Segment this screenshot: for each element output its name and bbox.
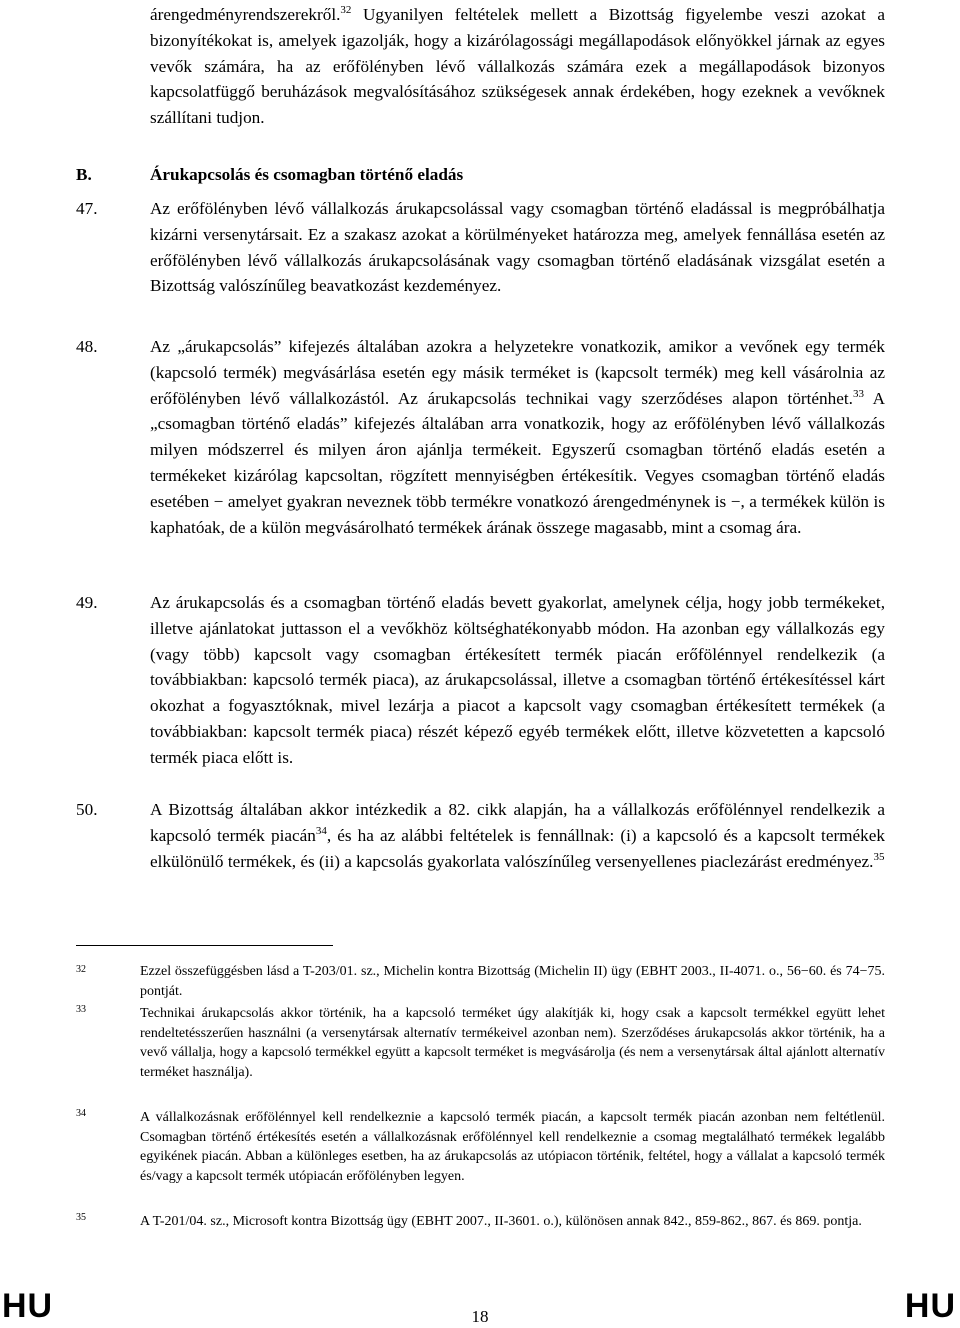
paragraph-number-47: 47. (76, 199, 98, 218)
paragraph-48 (150, 334, 885, 540)
footnote-number-33: 33 (76, 1004, 86, 1015)
paragraph-text: Az „árukapcsolás” kifejezés általában azokra a helyzetekre vonatkozik, amikor a vevőnek egy termék (kapcsoló termék) megvásárlása esetén egy másik terméket is (kapcsolt termék) meg kell vásárolnia az erőfölényben lévő vállalkozástól. Az árukapcsolás technikai vagy szerződéses alapon történhet. (150, 337, 885, 408)
paragraph-number-50: 50. (76, 800, 98, 819)
footnote-number-34: 34 (76, 1108, 86, 1119)
footnote-number-32: 32 (76, 964, 86, 975)
footnote-ref-33[interactable]: 33 (852, 387, 864, 400)
paragraph-text: Az erőfölényben lévő vállalkozás árukapcsolással vagy csomagban történő eladással is megpróbálhatja kizárni versenytársait. Ez a szakasz azokat a körülményeket határozza meg, amelyek fennállása esetén az erőfölényben lévő vállalkozás árukapcsolásának vagy csomagban történő eladásának vizsgálat esetén a Bizottság valószínűleg beavatkozást kezdeményez. (150, 199, 885, 296)
paragraph-47 (150, 196, 885, 299)
paragraph-text: , és ha az alábbi feltételek is fennállnak: (i) a kapcsoló és a kapcsolt termékek elkülönülő termékek, és (ii) a kapcsolás gyakorlata valószínűleg versenyellenes piaclezárást eredményez. (150, 825, 885, 871)
footnote-ref-35[interactable]: 35 (873, 850, 885, 863)
footnote-35: A T-201/04. sz., Microsoft kontra Bizottság ügy (EBHT 2007., II-3601. o.), különösen annak 842., 859-862., 867. és 869. pontja. (140, 1214, 862, 1229)
footnote-33: Technikai árukapcsolás akkor történik, ha a kapcsoló terméket úgy alakítják ki, hogy csak a kapcsolt termékkel együtt lehet rendeltetésszerűen használni (a versenytársak alternatív termékeivel azonban nem). Szerződéses árukapcsolás akkor történik, ha a vevő vállalja, hogy a kapcsoló termékkel együtt a kapcsolt terméket is megvásárolja (és nem a versenytársak által ajánlott alternatív terméket használja). (140, 1006, 885, 1080)
footer-language-left: HU (2, 1287, 54, 1325)
intro-paragraph (150, 2, 885, 131)
paragraph-text: A „csomagban történő eladás” kifejezés általában arra vonatkozik, hogy az erőfölényben lévő vállalkozás milyen módszerrel és milyen áron ajánlja termékeit. Egyszerű csomagban történő eladás esetén a termékeket kizárólag kapcsoltan, rögzített mennyiségben értékesítik. Vegyes csomagban történő eladás esetében − amelyet gyakran neveznek több termékre vonatkozó árengedménynek is −, a termékek külön is kaphatóak, de a külön megvásárolható termékek árának összege magasabb, mint a csomag ára. (150, 388, 885, 537)
footnote-ref-34[interactable]: 34 (315, 824, 327, 837)
paragraph-number-48: 48. (76, 337, 98, 356)
footnote-number-35: 35 (76, 1212, 86, 1223)
paragraph-49 (150, 590, 885, 771)
paragraph-text: A Bizottság általában akkor intézkedik a 82. cikk alapján, ha a vállalkozás erőfölénnyel rendelkezik a kapcsoló termék piacán (150, 800, 885, 845)
footnote-ref-32[interactable]: 32 (340, 4, 352, 16)
intro-text: Ugyanilyen feltételek mellett a Bizottság figyelembe veszi azokat a bizonyítékokat is, amelyek igazolják, hogy a kizárólagossági megállapodások előnyökkel járnak az egyes vevők számára, ha az erőfölényben lévő vállalkozás számára ezek a megállapodások bizonyos kapcsolatfüggő beruházások megvalósításához szükségesek annak érdekében, hogy ezeknek a vevőknek szállítani tudjon. (150, 5, 885, 128)
footnote-34: A vállalkozásnak erőfölénnyel kell rendelkeznie a kapcsoló termék piacán, a kapcsolt termék piacán azonban nem feltétlenül. Csomagban történő értékesítés esetén a vállalkozásnak erőfölénnyel kell rendelkeznie a csomag megtalálható termékek legalább egyikének piacán. Abban a különleges esetben, ha az árukapcsolás az utópiacon történik, feltétel, hogy a vállalat a kapcsoló termék és/vagy a kapcsolt termék utópiacán erőfölényben legyen. (140, 1110, 885, 1184)
section-label: B. (76, 165, 92, 184)
paragraph-text: Az árukapcsolás és a csomagban történő eladás bevett gyakorlat, amelynek célja, hogy jobb termékeket, illetve ajánlatokat juttasson el a vevőkhöz költséghatékonyabb módon. Ha azonban egy vállalkozás egy (vagy több) kapcsolt vagy csomagban értékesített termék piacán erőfölénnyel rendelkezik (a továbbiakban: kapcsoló termék piaca), az árukapcsolással, illetve a csomagban történő értékesítéssel kárt okozhat a fogyasztóknak, mivel lezárja a piacot a kapcsolt vagy csomagban értékesített termékek (a továbbiakban: kapcsolt termék piaca) részét képező egyéb termékek előtt, illetve közvetetten a kapcsoló termék piaca előtt is. (150, 593, 885, 767)
section-title: Árukapcsolás és csomagban történő eladás (150, 165, 464, 184)
page-number: 18 (471, 1307, 489, 1326)
paragraph-50 (150, 797, 885, 874)
footnote-32: Ezzel összefüggésben lásd a T-203/01. sz., Michelin kontra Bizottság (Michelin II) ügy (EBHT 2003., II-4071. o., 56−60. és 74−75. pontját. (140, 964, 885, 999)
intro-line-start: árengedményrendszerekről. (150, 5, 341, 24)
paragraph-number-49: 49. (76, 593, 98, 612)
footnote-divider (76, 945, 333, 946)
footer-language-right: HU (904, 1287, 956, 1325)
